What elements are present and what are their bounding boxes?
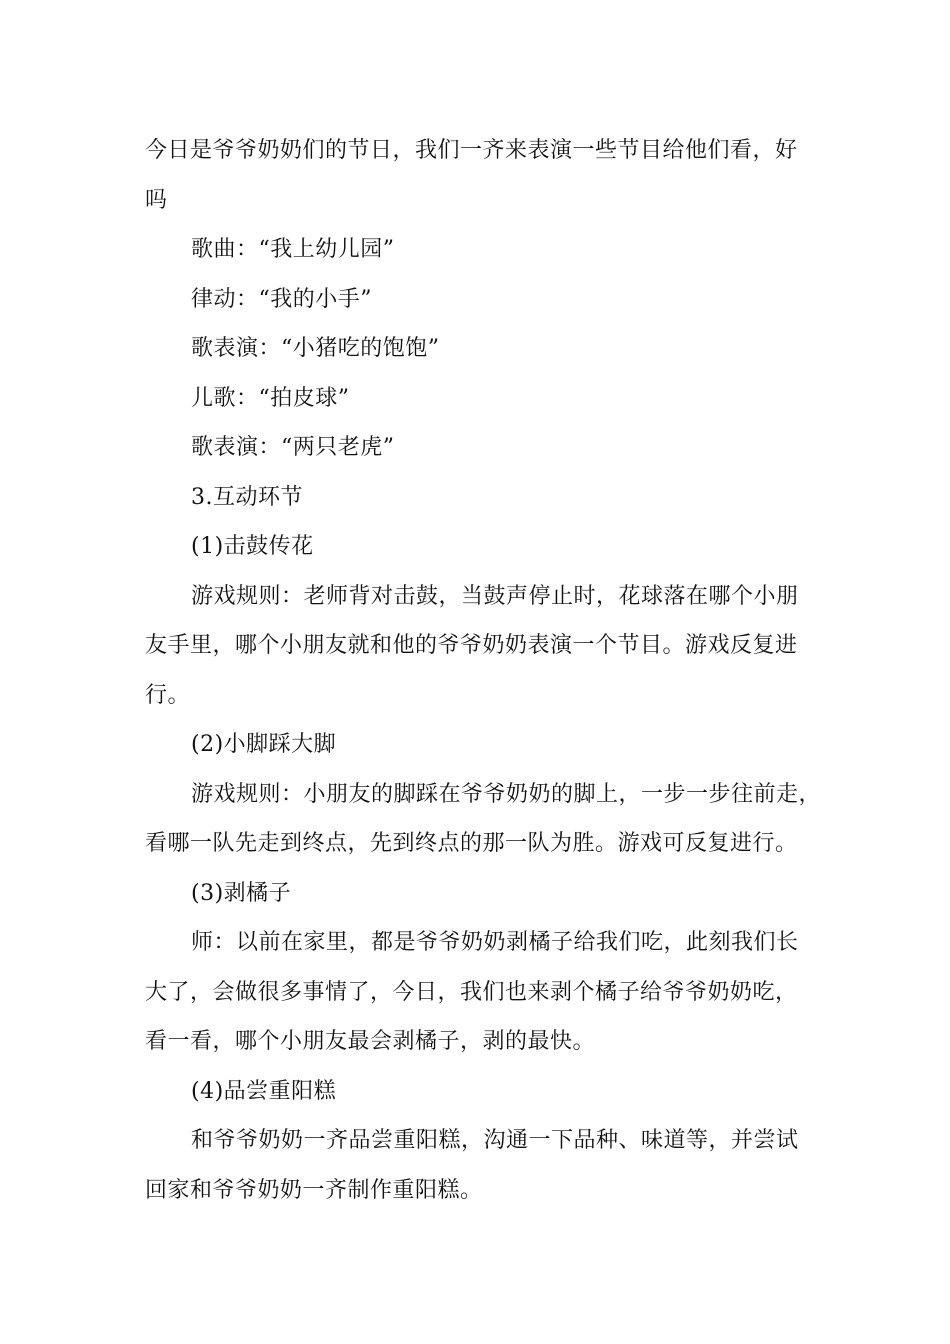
text-line-1: 今日是爷爷奶奶们的节日，我们一齐来表演一些节目给他们看，好 (145, 138, 798, 163)
program-item-rhythm: 律动：“我的小手” (191, 286, 372, 312)
activity-text-4-line-2: 回家和爷爷奶奶一齐制作重阳糕。 (145, 1177, 483, 1203)
activity-text-3-line-2: 大了，会做很多事情了，今日，我们也来剥个橘子给爷爷奶奶吃， (145, 979, 798, 1005)
program-item-song-performance-2: 歌表演：“两只老虎” (191, 435, 395, 460)
section-heading-interaction: 3.互动环节 (191, 484, 303, 510)
activity-heading-2: (2)小脚踩大脚 (191, 732, 337, 757)
activity-rule-2-line-1: 游戏规则：小朋友的脚踩在爷爷奶奶的脚上，一步一步往前走， (191, 781, 822, 807)
text-line-2: 吗 (145, 187, 168, 213)
activity-text-4-line-1: 和爷爷奶奶一齐品尝重阳糕，沟通一下品种、味道等，并尝试 (191, 1128, 799, 1153)
activity-heading-1: (1)击鼓传花 (191, 534, 314, 559)
program-item-song: 歌曲：“我上幼儿园” (191, 237, 395, 262)
activity-heading-4: (4)品尝重阳糕 (191, 1078, 337, 1104)
program-item-nursery-rhyme: 儿歌：“拍皮球” (191, 385, 350, 411)
activity-heading-3: (3)剥橘子 (191, 880, 292, 906)
activity-rule-1-line-2: 友手里，哪个小朋友就和他的爷爷奶奶表演一个节目。游戏反复进 (145, 633, 798, 658)
program-item-song-performance-1: 歌表演：“小猪吃的饱饱” (191, 336, 440, 361)
document-body (145, 126, 822, 1215)
activity-rule-2-line-2: 看哪一队先走到终点，先到终点的那一队为胜。游戏可反复进行。 (145, 831, 798, 856)
activity-text-3-line-1: 师：以前在家里，都是爷爷奶奶剥橘子给我们吃，此刻我们长 (191, 930, 799, 955)
activity-rule-1-line-3: 行。 (145, 682, 191, 708)
activity-text-3-line-3: 看一看，哪个小朋友最会剥橘子，剥的最快。 (145, 1029, 596, 1054)
activity-rule-1-line-1: 游戏规则：老师背对击鼓，当鼓声停止时，花球落在哪个小朋 (191, 583, 799, 609)
